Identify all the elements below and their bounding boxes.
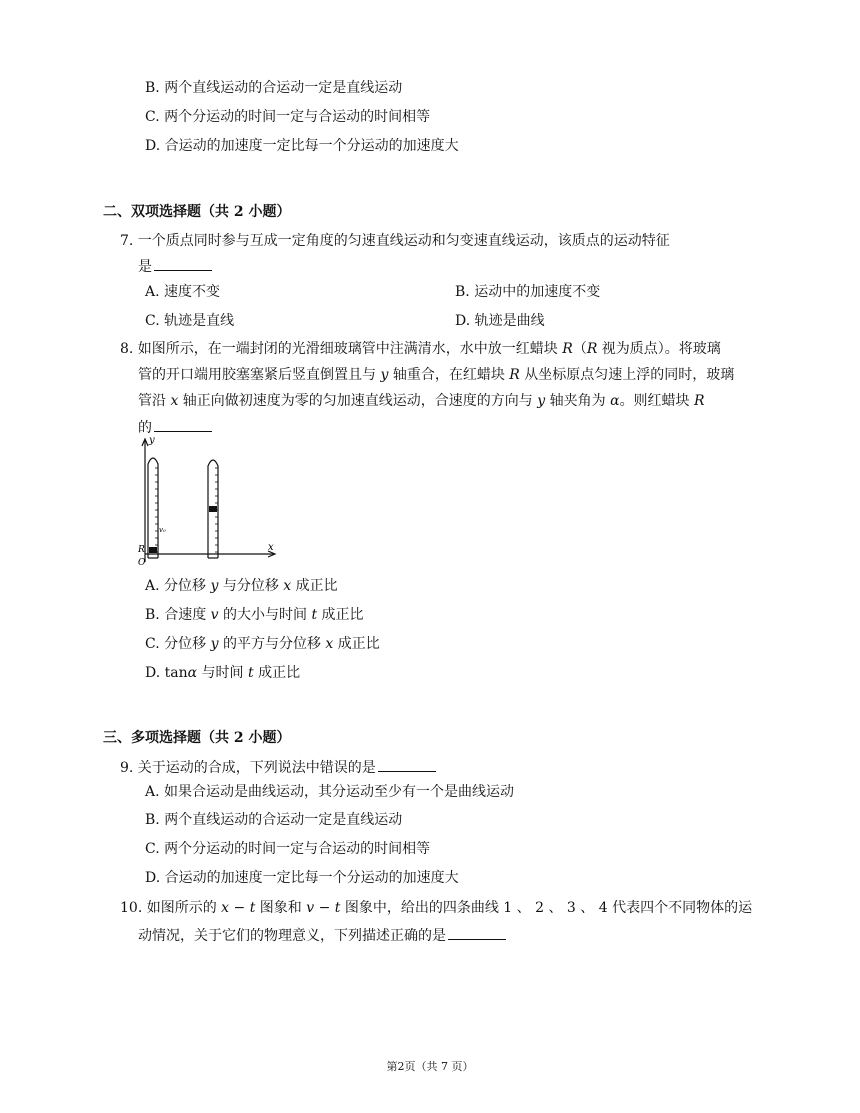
q6-option-b: B. 两个直线运动的合运动一定是直线运动: [145, 80, 403, 96]
q7-option-b: B. 运动中的加速度不变: [455, 284, 601, 300]
section-2-title: 二、双项选择题（共 2 小题）: [103, 204, 291, 220]
math-x: x: [170, 393, 179, 409]
q8-option-d: [145, 663, 300, 683]
q8-stem-line1: [120, 339, 721, 359]
q8-text: 的: [138, 420, 152, 436]
q8-text: （: [572, 341, 587, 357]
math-r: R: [586, 341, 598, 357]
q9-option-a: A. 如果合运动是曲线运动，其分运动至少有一个是曲线运动: [145, 784, 515, 800]
q8-text: 管沿: [138, 393, 171, 409]
math-t: t: [248, 665, 254, 681]
q8-text: 管的开口端用胶塞塞紧后竖直倒置且与: [138, 367, 381, 383]
q10-text: 动情况，关于它们的物理意义，下列描述正确的是: [138, 928, 446, 944]
page-footer: 第2页（共 7 页）: [386, 1060, 474, 1073]
q7-option-c: C. 轨迹是直线: [145, 313, 235, 329]
q9-stem: [120, 757, 436, 778]
answer-blank: [154, 417, 212, 432]
q9-text: 9. 关于运动的合成，下列说法中错误的是: [120, 760, 376, 776]
math-y: y: [380, 367, 389, 383]
math-t: t: [311, 607, 318, 623]
q10-text: 图象中，给出的四条曲线 1 、 2 、 3 、 4 代表四个不同物体的运: [340, 900, 753, 916]
math-r: R: [694, 393, 705, 409]
math-x: x: [283, 578, 292, 594]
wax-block-moved: [209, 506, 217, 512]
q8-opt-text: 成正比: [317, 607, 364, 623]
q9-option-b: B. 两个直线运动的合运动一定是直线运动: [145, 812, 403, 828]
q9-option-d: D. 合运动的加速度一定比每一个分运动的加速度大: [145, 870, 459, 886]
q7-option-a: A. 速度不变: [145, 284, 221, 300]
q8-opt-text: D. tan: [145, 665, 188, 681]
q8-text: 从坐标原点匀速上浮的同时，玻璃: [519, 367, 735, 383]
q8-text: 8. 如图所示，在一端封闭的光滑细玻璃管中注满清水，水中放一红蜡块: [120, 341, 563, 357]
math-v: v: [210, 607, 219, 623]
math-r: R: [562, 341, 573, 357]
q10-stem-line1: [120, 898, 752, 918]
q8-option-a: [145, 576, 338, 596]
y-axis-label: y: [149, 435, 155, 446]
q8-opt-text: 的大小与时间: [218, 607, 312, 623]
math-alpha: α: [187, 665, 198, 681]
q8-text: 视为质点）。将玻璃: [597, 341, 721, 357]
glass-tube-figure: [138, 434, 288, 574]
r-label: R: [138, 545, 145, 555]
q8-opt-text: 成正比: [253, 665, 301, 681]
answer-blank: [448, 925, 506, 940]
v0-label: v₀: [159, 526, 166, 534]
q8-opt-text: 的平方与分位移: [218, 636, 326, 652]
origin-label: O: [138, 558, 146, 568]
math-y: y: [210, 578, 219, 594]
q8-text: 轴夹角为: [545, 393, 611, 409]
answer-blank: [378, 757, 436, 772]
q7-stem-text: 是: [138, 259, 152, 275]
q8-text: 轴正向做初速度为零的匀加速直线运动，合速度的方向与: [178, 393, 538, 409]
q7-stem-line1: 7. 一个质点同时参与互成一定角度的匀速直线运动和匀变速直线运动，该质点的运动特征: [120, 233, 670, 249]
q7-option-d: D. 轨迹是曲线: [455, 313, 545, 329]
q8-opt-text: B. 合速度: [145, 607, 211, 623]
q8-stem-line2: [138, 365, 734, 385]
q10-stem-line2: [138, 925, 506, 946]
math-alpha: α: [610, 393, 620, 409]
math-x-t: x − t: [221, 900, 256, 916]
q8-option-c: [145, 634, 380, 654]
q10-text: 图象和: [255, 900, 307, 916]
x-axis-label: x: [268, 542, 274, 553]
q8-opt-text: 成正比: [333, 636, 380, 652]
q6-option-c: C. 两个分运动的时间一定与合运动的时间相等: [145, 109, 431, 125]
q8-opt-text: 与时间: [197, 665, 248, 681]
math-x: x: [325, 636, 334, 652]
math-v-t: v − t: [306, 900, 341, 916]
q9-option-c: C. 两个分运动的时间一定与合运动的时间相等: [145, 841, 431, 857]
q8-option-b: [145, 605, 364, 625]
q8-opt-text: 与分位移: [218, 578, 284, 594]
math-y: y: [537, 393, 546, 409]
q8-opt-text: 成正比: [291, 578, 338, 594]
q10-text: 10. 如图所示的: [120, 900, 222, 916]
q7-stem-line2: [138, 256, 212, 277]
q6-option-d: D. 合运动的加速度一定比每一个分运动的加速度大: [145, 138, 459, 154]
wax-block-initial: [149, 547, 157, 553]
q8-text: 。则红蜡块: [619, 393, 695, 409]
math-y: y: [210, 636, 219, 652]
section-3-title: 三、多项选择题（共 2 小题）: [103, 730, 291, 746]
q8-opt-text: C. 分位移: [145, 636, 211, 652]
answer-blank: [154, 256, 212, 271]
math-r: R: [509, 367, 520, 383]
q8-stem-line3: [138, 391, 705, 411]
q8-opt-text: A. 分位移: [145, 578, 211, 594]
q8-text: 轴重合，在红蜡块: [388, 367, 510, 383]
tube-left: [148, 458, 158, 558]
